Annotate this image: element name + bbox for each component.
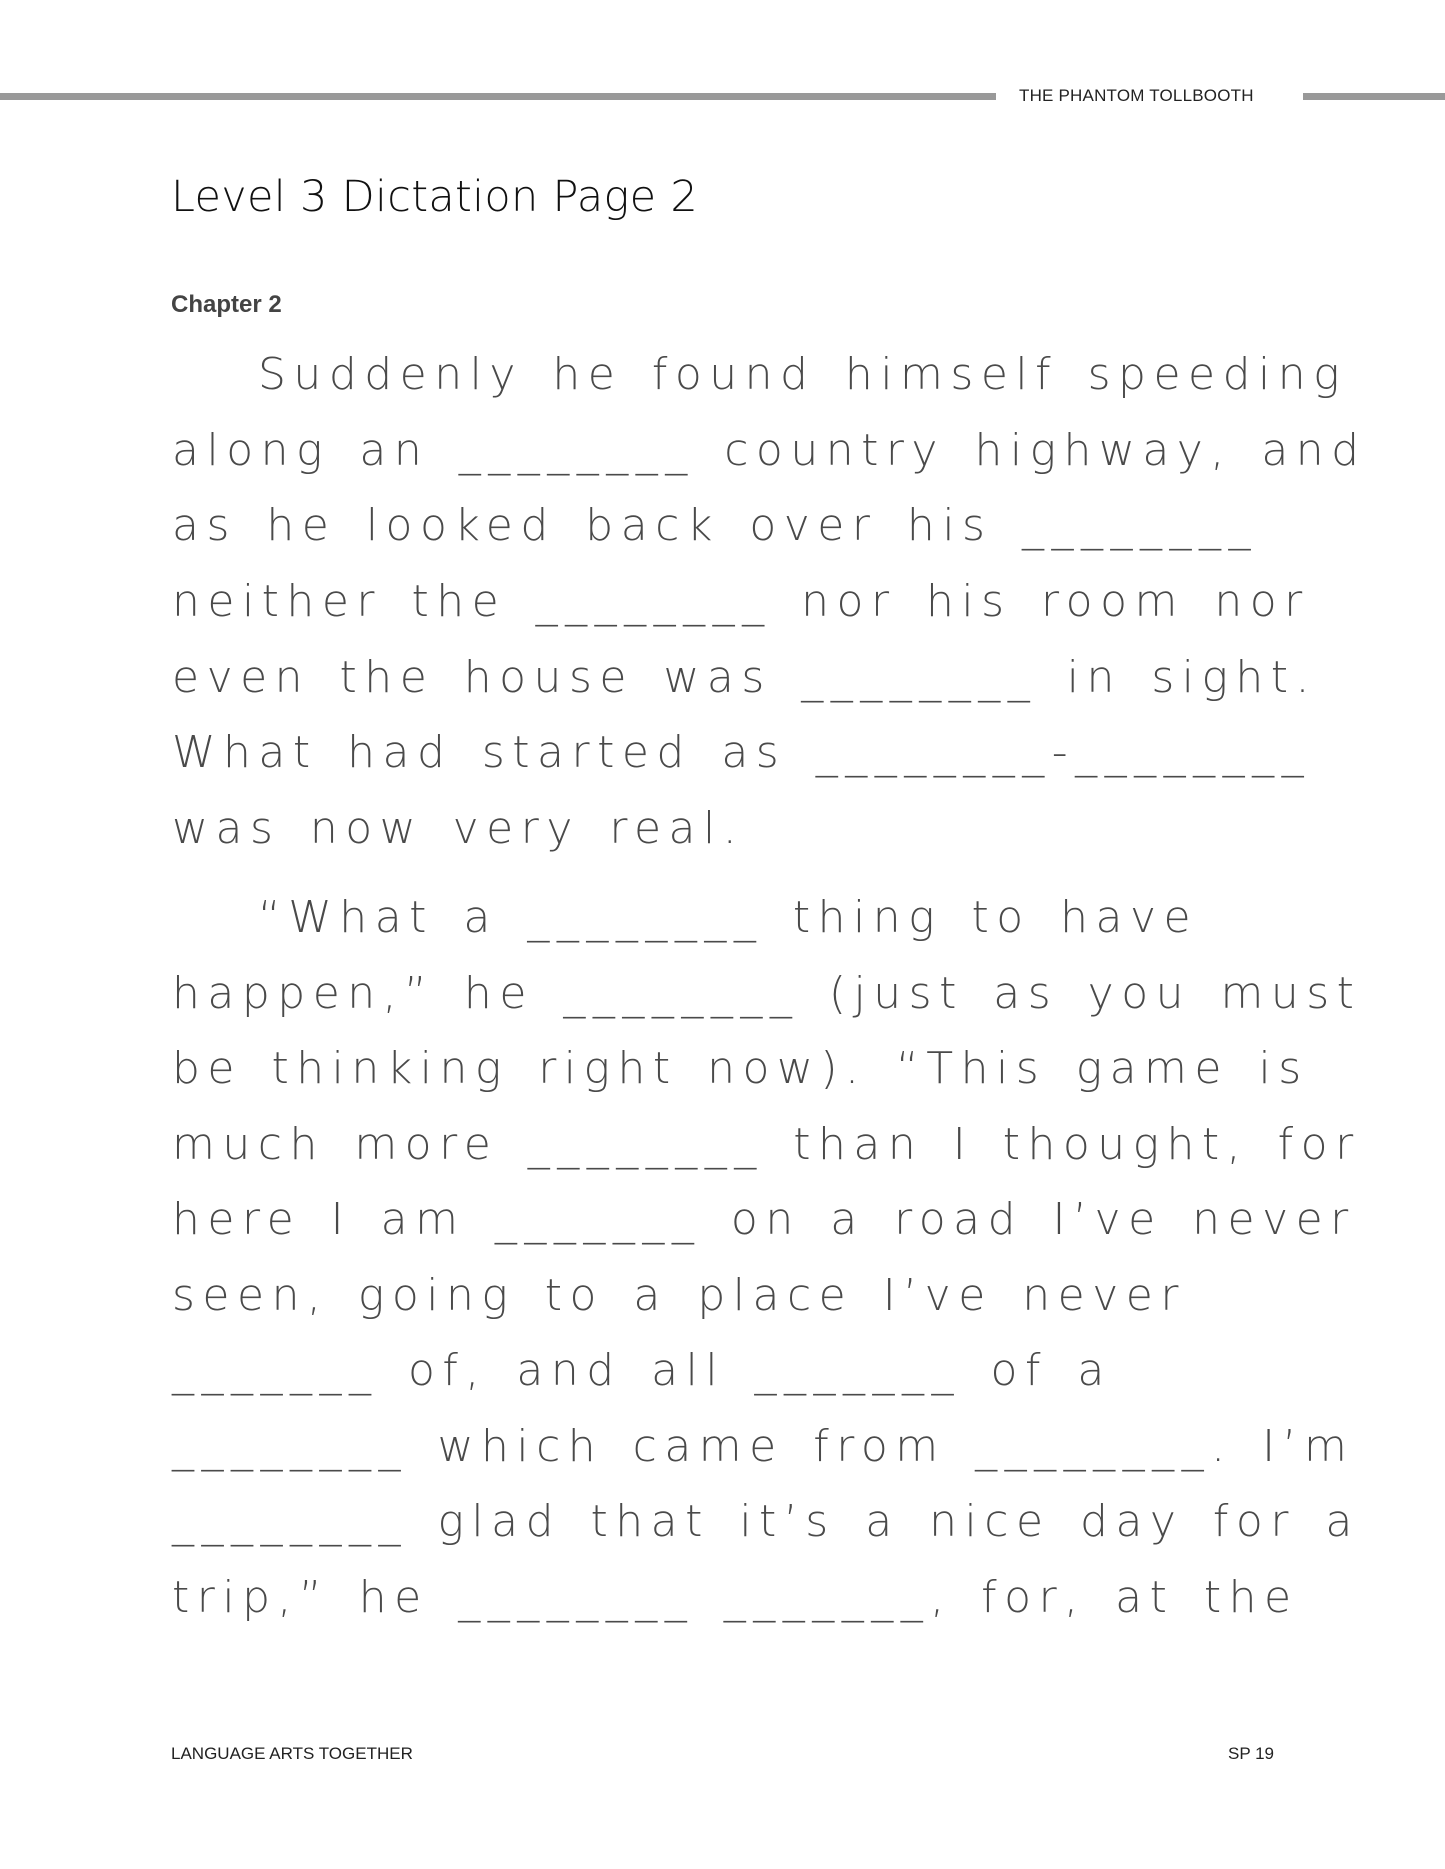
running-header-title: THE PHANTOM TOLLBOOTH [1019, 86, 1254, 105]
header-rule-left [0, 93, 996, 100]
passage-line: ________ which came from ________. I’m [172, 1421, 1355, 1472]
passage-line: neither the ________ nor his room nor [172, 576, 1310, 627]
passage-line: here I am _______ on a road I’ve never [172, 1194, 1356, 1245]
passage-line: What had started as ________-________ [172, 727, 1312, 778]
passage-line: even the house was ________ in sight. [172, 652, 1318, 703]
passage-line: _______ of, and all _______ of a [172, 1345, 1112, 1396]
passage-line: ________ glad that it’s a nice day for a [172, 1496, 1360, 1547]
header-rule-right [1303, 93, 1445, 100]
passage-line: seen, going to a place I’ve never [172, 1270, 1186, 1321]
chapter-heading: Chapter 2 [171, 291, 282, 318]
passage-line: Suddenly he found himself speeding [258, 349, 1348, 400]
page-title: Level 3 Dictation Page 2 [171, 172, 698, 222]
passage-line: trip,” he ________ _______, for, at the [172, 1572, 1299, 1623]
passage-line: was now very real. [172, 803, 745, 854]
passage-line: as he looked back over his ________ [172, 500, 1258, 551]
passage-line: “What a ________ thing to have [258, 892, 1199, 943]
footer-page-number: SP 19 [1227, 1744, 1274, 1763]
passage-line: much more ________ than I thought, for [172, 1119, 1361, 1170]
footer-series-title: LANGUAGE ARTS TOGETHER [171, 1744, 413, 1763]
passage-line: be thinking right now). “This game is [172, 1043, 1309, 1094]
passage-line: along an ________ country highway, and [172, 425, 1367, 476]
passage-line: happen,” he ________ (just as you must [172, 968, 1362, 1019]
